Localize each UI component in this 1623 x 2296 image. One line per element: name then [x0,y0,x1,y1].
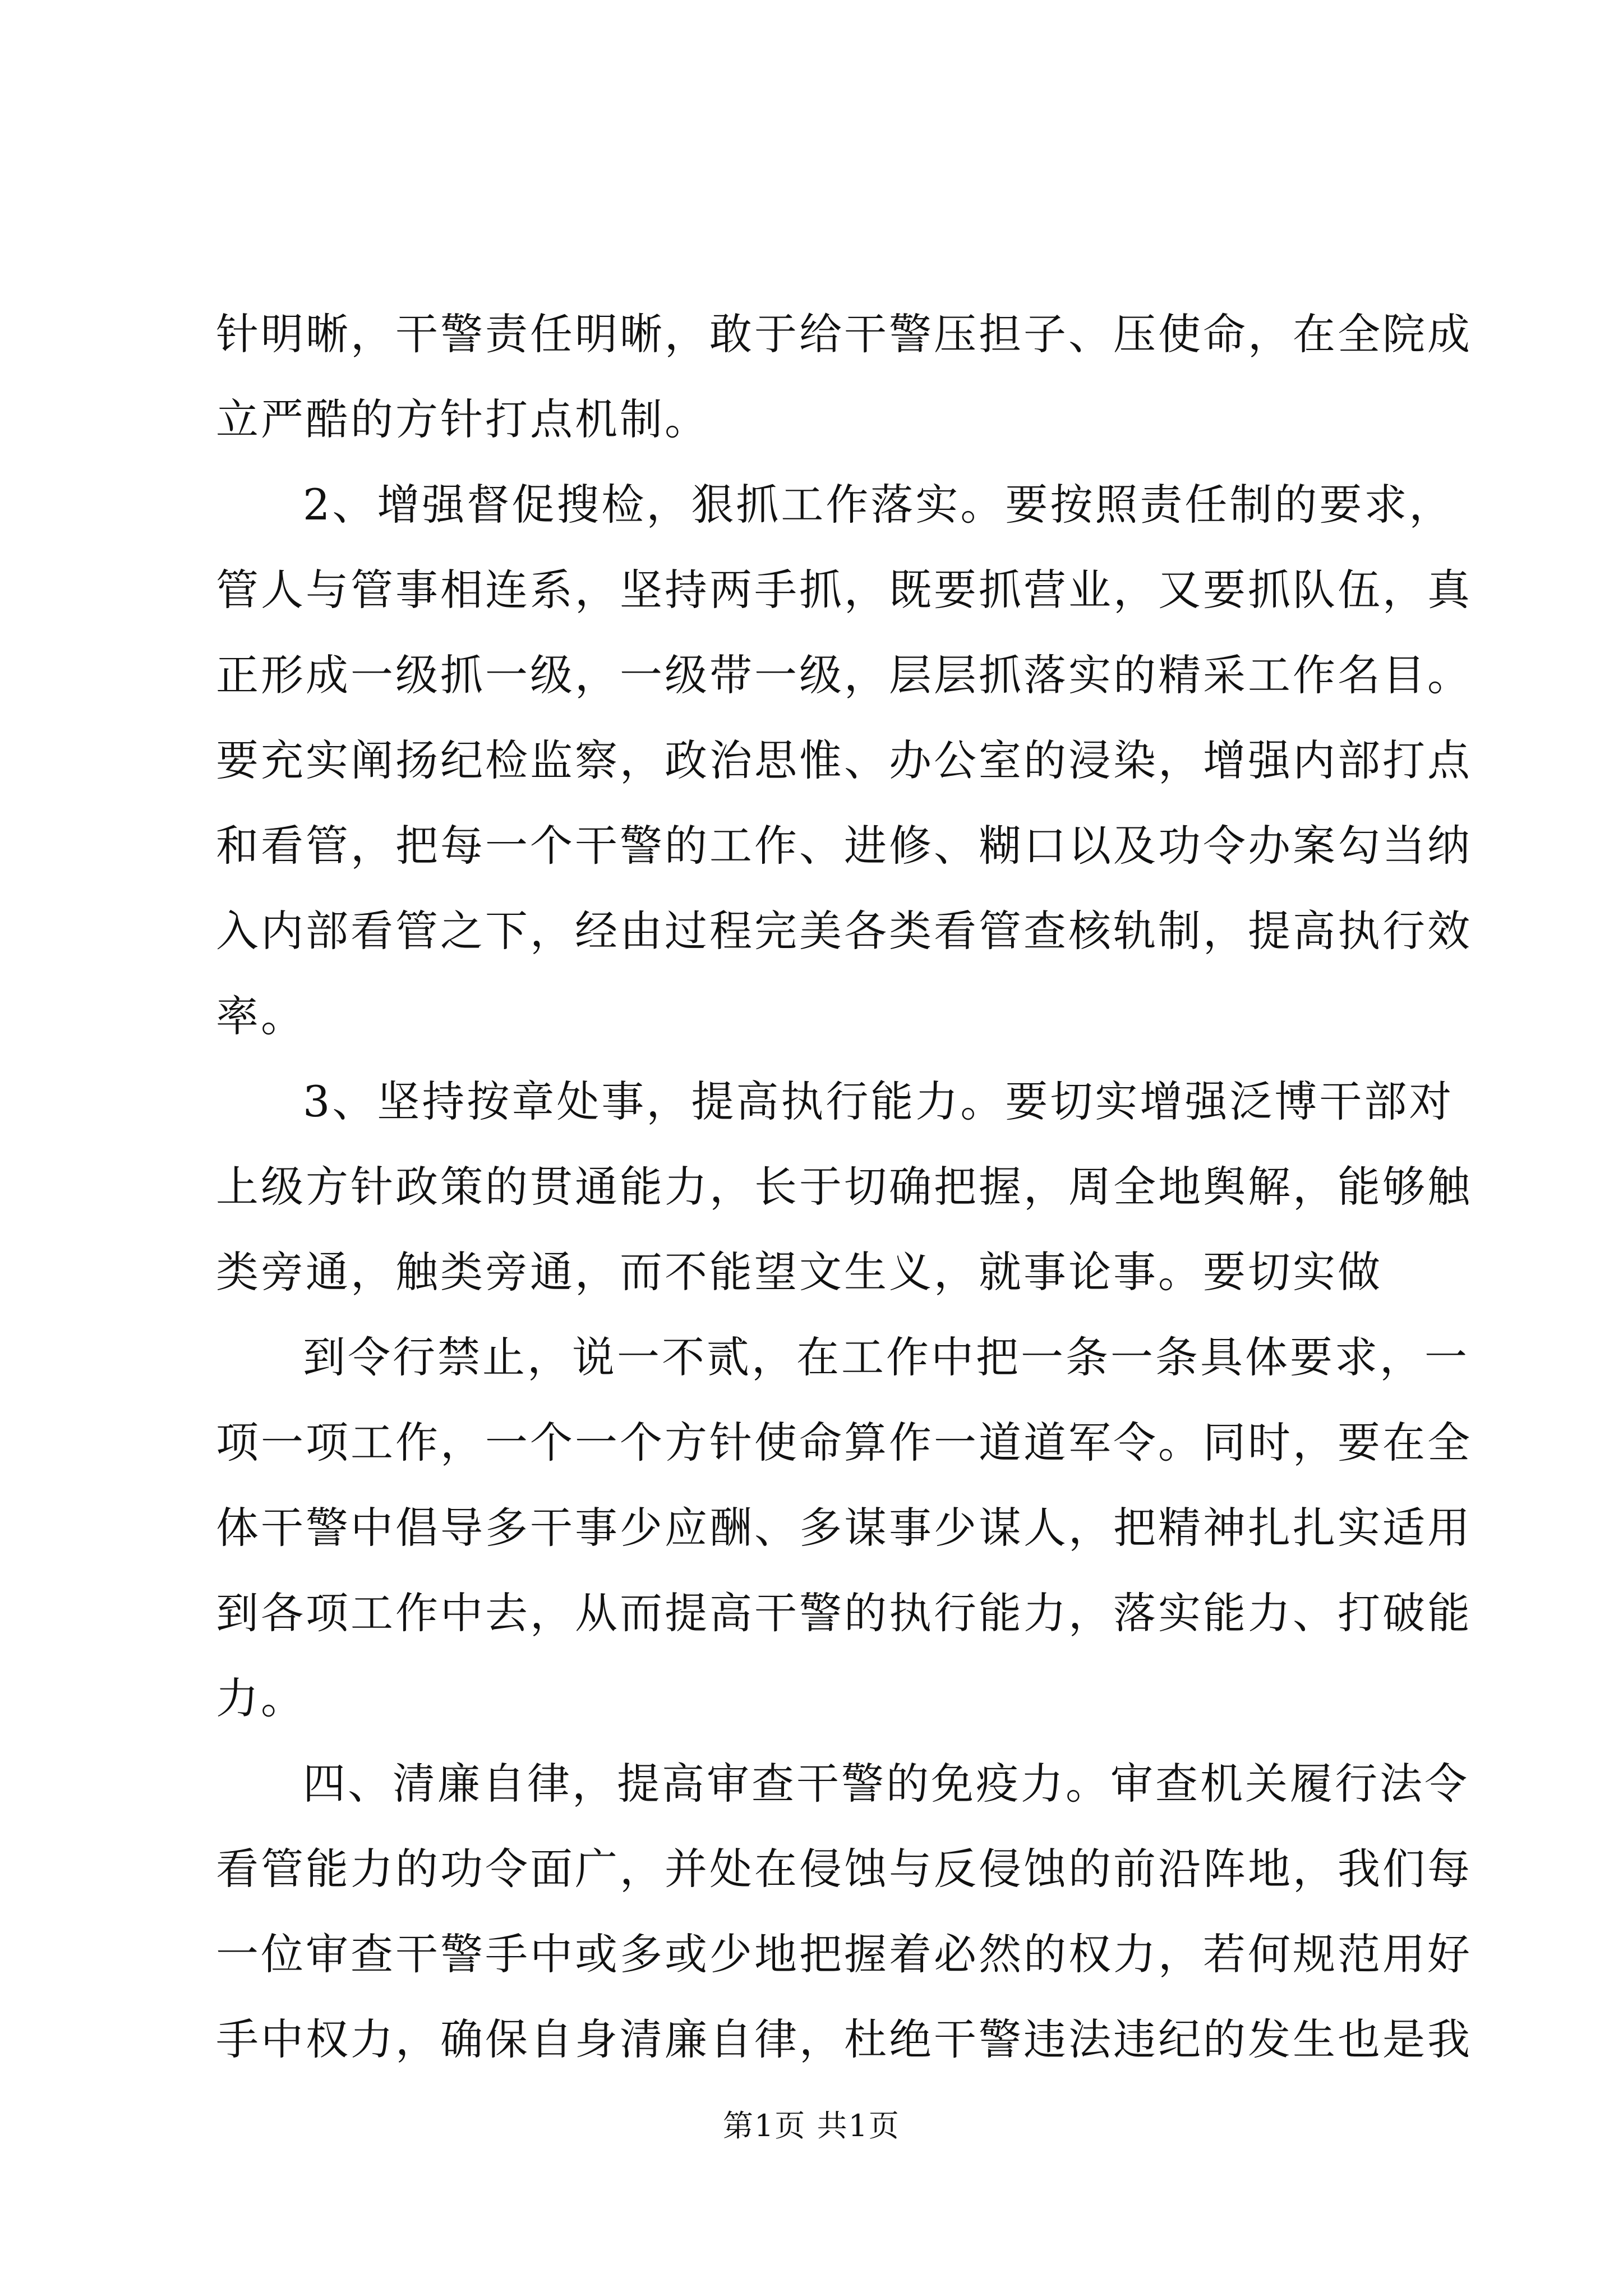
text-line: 体干警中倡导多干事少应酬、多谋事少谋人，把精神扎扎实适用 [216,1503,1472,1553]
text-line: 3、坚持按章处事，提高执行能力。要切实增强泛博干部对 [303,1076,1454,1126]
text-line: 2、增强督促搜检，狠抓工作落实。要按照责任制的要求， [303,480,1454,530]
text-line: 针明晰，干警责任明晰，敢于给干警压担子、压使命，在全院成 [216,309,1472,359]
text-line: 入内部看管之下，经由过程完美各类看管查核轨制，提高执行效 [216,906,1472,956]
text-line: 力。 [216,1673,306,1723]
text-line: 正形成一级抓一级，一级带一级，层层抓落实的精采工作名目。 [216,650,1472,700]
document-body [216,292,1472,2082]
text-line: 率。 [216,991,306,1041]
text-line: 和看管，把每一个干警的工作、进修、糊口以及功令办案勾当纳 [216,821,1472,871]
text-line: 类旁通，触类旁通，而不能望文生义，就事论事。要切实做 [216,1247,1382,1297]
text-line: 一位审查干警手中或多或少地把握着必然的权力，若何规范用好 [216,1929,1472,1979]
text-line: 要充实阐扬纪检监察，政治思惟、办公室的浸染，增强内部打点 [216,735,1472,785]
text-line: 手中权力，确保自身清廉自律，杜绝干警违法违纪的发生也是我 [216,2014,1472,2064]
text-line: 四、清廉自律，提高审查干警的免疫力。审查机关履行法令 [303,1759,1469,1809]
text-line: 到令行禁止，说一不贰，在工作中把一条一条具体要求，一 [303,1332,1469,1382]
text-line: 项一项工作，一个一个方针使命算作一道道军令。同时，要在全 [216,1418,1472,1467]
page-footer: 第1页 共1页 [723,2108,900,2143]
text-line: 管人与管事相连系，坚持两手抓，既要抓营业，又要抓队伍，真 [216,565,1472,615]
text-line: 立严酷的方针打点机制。 [216,394,709,444]
text-line: 到各项工作中去，从而提高干警的执行能力，落实能力、打破能 [216,1588,1472,1638]
text-line: 上级方针政策的贯通能力，长于切确把握，周全地舆解，能够触 [216,1162,1472,1212]
text-line: 看管能力的功令面广，并处在侵蚀与反侵蚀的前沿阵地，我们每 [216,1844,1472,1894]
